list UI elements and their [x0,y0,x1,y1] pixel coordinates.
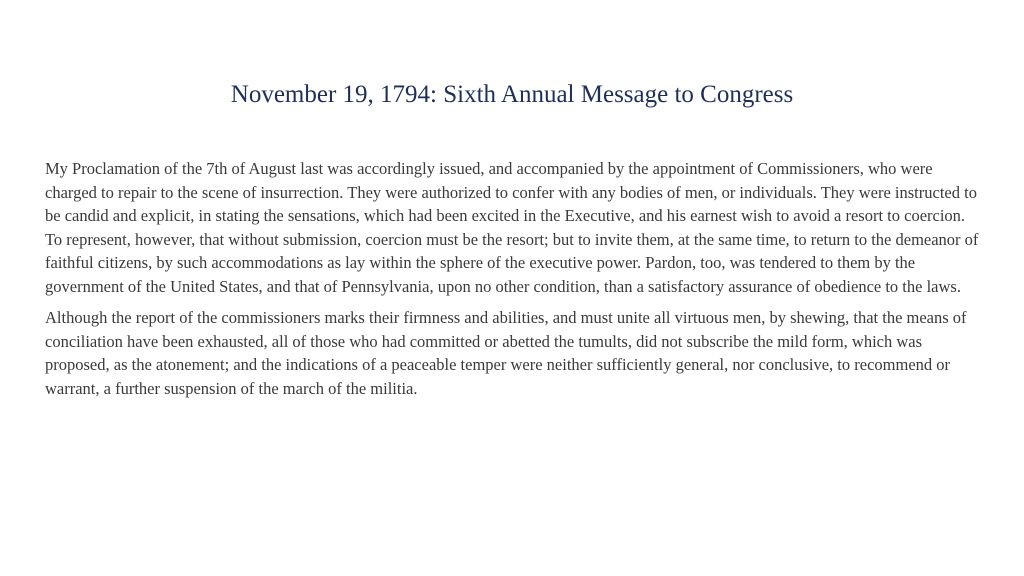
paragraph-commissioners-report: Although the report of the commissioners marks their firmness and abilities, and must unite all virtuous men, by shewing, that the means of conciliation have been exhausted, all of those who had committed or abetted the tumults, did not subscribe the mild form, which was proposed, as the atonement; and the indications of a peaceable temper were neither sufficiently general, nor conclusive, to recommend or warrant, a further suspension of the march of the militia. [45,308,967,398]
message-body [45,157,985,408]
page-title: November 19, 1794: Sixth Annual Message to Congress [230,81,794,108]
paragraph-proclamation: My Proclamation of the 7th of August last was accordingly issued, and accompanied by the appointment of Commissioners, who were charged to repair to the scene of insurrection. They were authorized to confer with any bodies of men, or individuals. They were instructed to be candid and explicit, in stating the sensations, which had been excited in the Executive, and his earnest wish to avoid a resort to coercion. To represent, however, that without submission, coercion must be the resort; but to invite them, at the same time, to return to the demeanor of faithful citizens, by such accommodations as lay within the sphere of the executive power. Pardon, too, was tendered to them by the government of the United States, and that of Pennsylvania, upon no other condition, than a satisfactory assurance of obedience to the laws. [45,159,979,296]
